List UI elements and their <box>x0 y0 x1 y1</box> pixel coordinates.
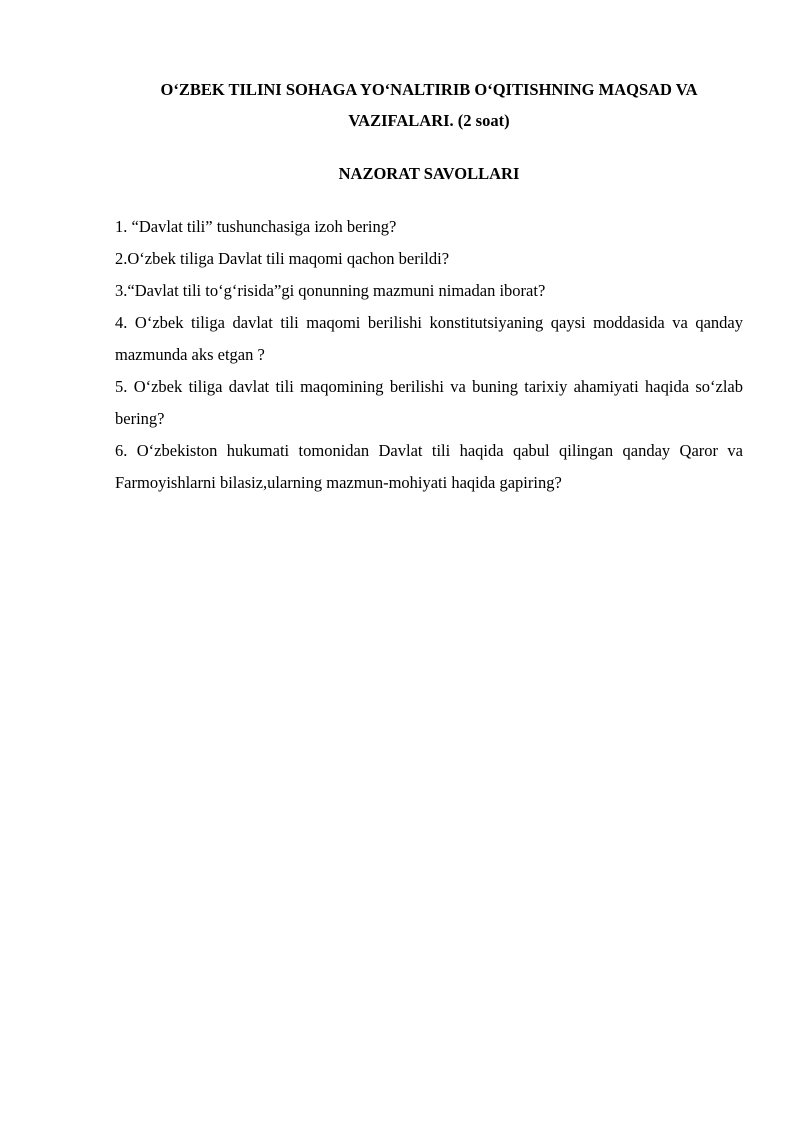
question-item: 2.O‘zbek tiliga Davlat tili maqomi qachon berildi? <box>115 249 450 268</box>
question-item: 4. O‘zbek tiliga davlat tili maqomi berilishi konstitutsiyaning qaysi moddasida va qanday mazmunda aks etgan ? <box>115 313 743 364</box>
question-list <box>115 211 743 499</box>
question-item: 6. O‘zbekiston hukumati tomonidan Davlat tili haqida qabul qilingan qanday Qaror va Farmoyishlarni bilasiz,ularning mazmun-mohiyati haqida gapiring? <box>115 441 743 492</box>
document-title: O‘ZBEK TILINI SOHAGA YO‘NALTIRIB O‘QITISHNING MAQSAD VA VAZIFALARI. (2 soat) <box>160 80 698 130</box>
question-item: 1. “Davlat tili” tushunchasiga izoh bering? <box>115 217 397 236</box>
section-heading: NAZORAT SAVOLLARI <box>338 164 520 183</box>
question-item: 3.“Davlat tili to‘g‘risida”gi qonunning mazmuni nimadan iborat? <box>115 281 546 300</box>
question-item: 5. O‘zbek tiliga davlat tili maqomining berilishi va buning tarixiy ahamiyati haqida so‘zlab bering? <box>115 377 743 428</box>
